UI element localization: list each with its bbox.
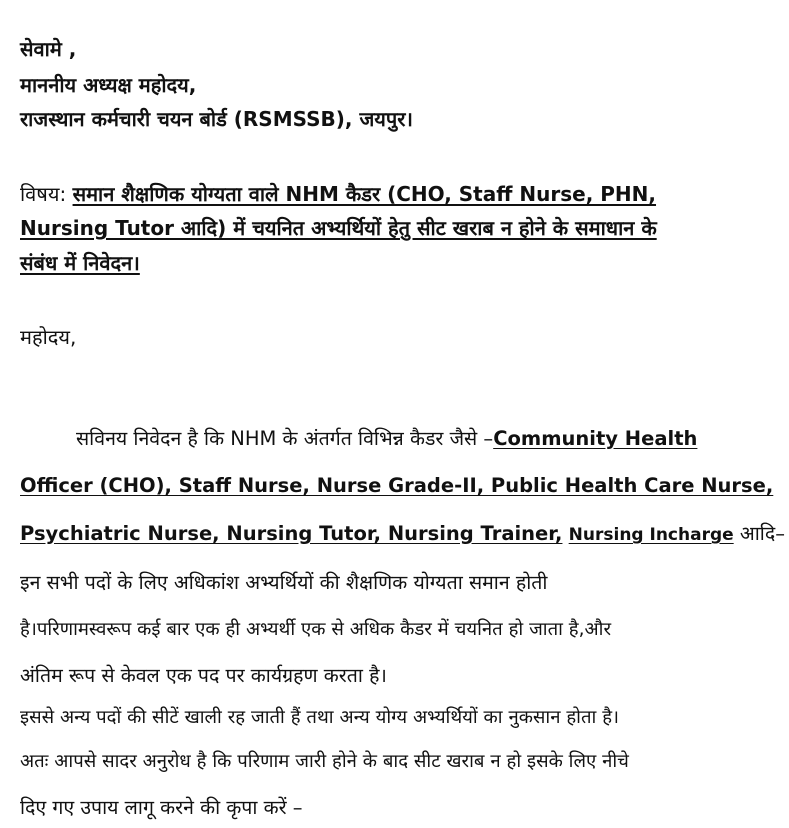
body-line-3 <box>20 521 785 548</box>
salutation: महोदय, <box>20 325 77 349</box>
address-line-2: माननीय अध्यक्ष महोदय, <box>20 73 197 97</box>
body-line-9: दिए गए उपाय लागू करने की कृपा करें – <box>20 796 303 819</box>
body-line-6: अंतिम रूप से केवल एक पद पर कार्यग्रहण करता है। <box>20 664 387 687</box>
body-line-1 <box>76 426 697 452</box>
cadre-text-3: Psychiatric Nurse, Nursing Tutor, Nursing Trainer, <box>20 522 563 545</box>
cadre-text-4: Nursing Incharge <box>568 525 734 545</box>
subject-line-2: Nursing Tutor आदि) में चयनित अभ्यर्थियों हेतु सीट खराब न होने के समाधान के <box>20 216 657 240</box>
subject-text-1: समान शैक्षणिक योग्यता वाले NHM कैडर (CHO, Staff Nurse, PHN, <box>72 182 657 206</box>
body-line-5: है।परिणामस्वरूप कई बार एक ही अभ्यर्थी एक से अधिक कैडर में चयनित हो जाता है,और <box>20 619 612 640</box>
subject-prefix: विषय: <box>20 182 73 206</box>
body-line-4: इन सभी पदों के लिए अधिकांश अभ्यर्थियों की शैक्षणिक योग्यता समान होती <box>20 571 548 594</box>
body-intro: सविनय निवेदन है कि NHM के अंतर्गत विभिन्न कैडर जैसे – <box>76 427 494 450</box>
cadre-text-1: Community Health <box>493 427 698 450</box>
address-line-3: राजस्थान कर्मचारी चयन बोर्ड (RSMSSB), जयपुर। <box>20 107 414 131</box>
subject-line-3: संबंध में निवेदन। <box>20 251 140 275</box>
subject-line-1 <box>20 181 656 207</box>
address-line-1: सेवामे , <box>20 37 77 61</box>
body-line-8: अतः आपसे सादर अनुरोध है कि परिणाम जारी होने के बाद सीट खराब न हो इसके लिए नीचे <box>20 751 629 772</box>
body-line-2: Officer (CHO), Staff Nurse, Nurse Grade-II, Public Health Care Nurse, <box>20 474 774 497</box>
body-after: आदि– <box>733 522 785 545</box>
body-line-7: इससे अन्य पदों की सीटें खाली रह जाती हैं तथा अन्य योग्य अभ्यर्थियों का नुकसान होता है। <box>20 707 620 728</box>
